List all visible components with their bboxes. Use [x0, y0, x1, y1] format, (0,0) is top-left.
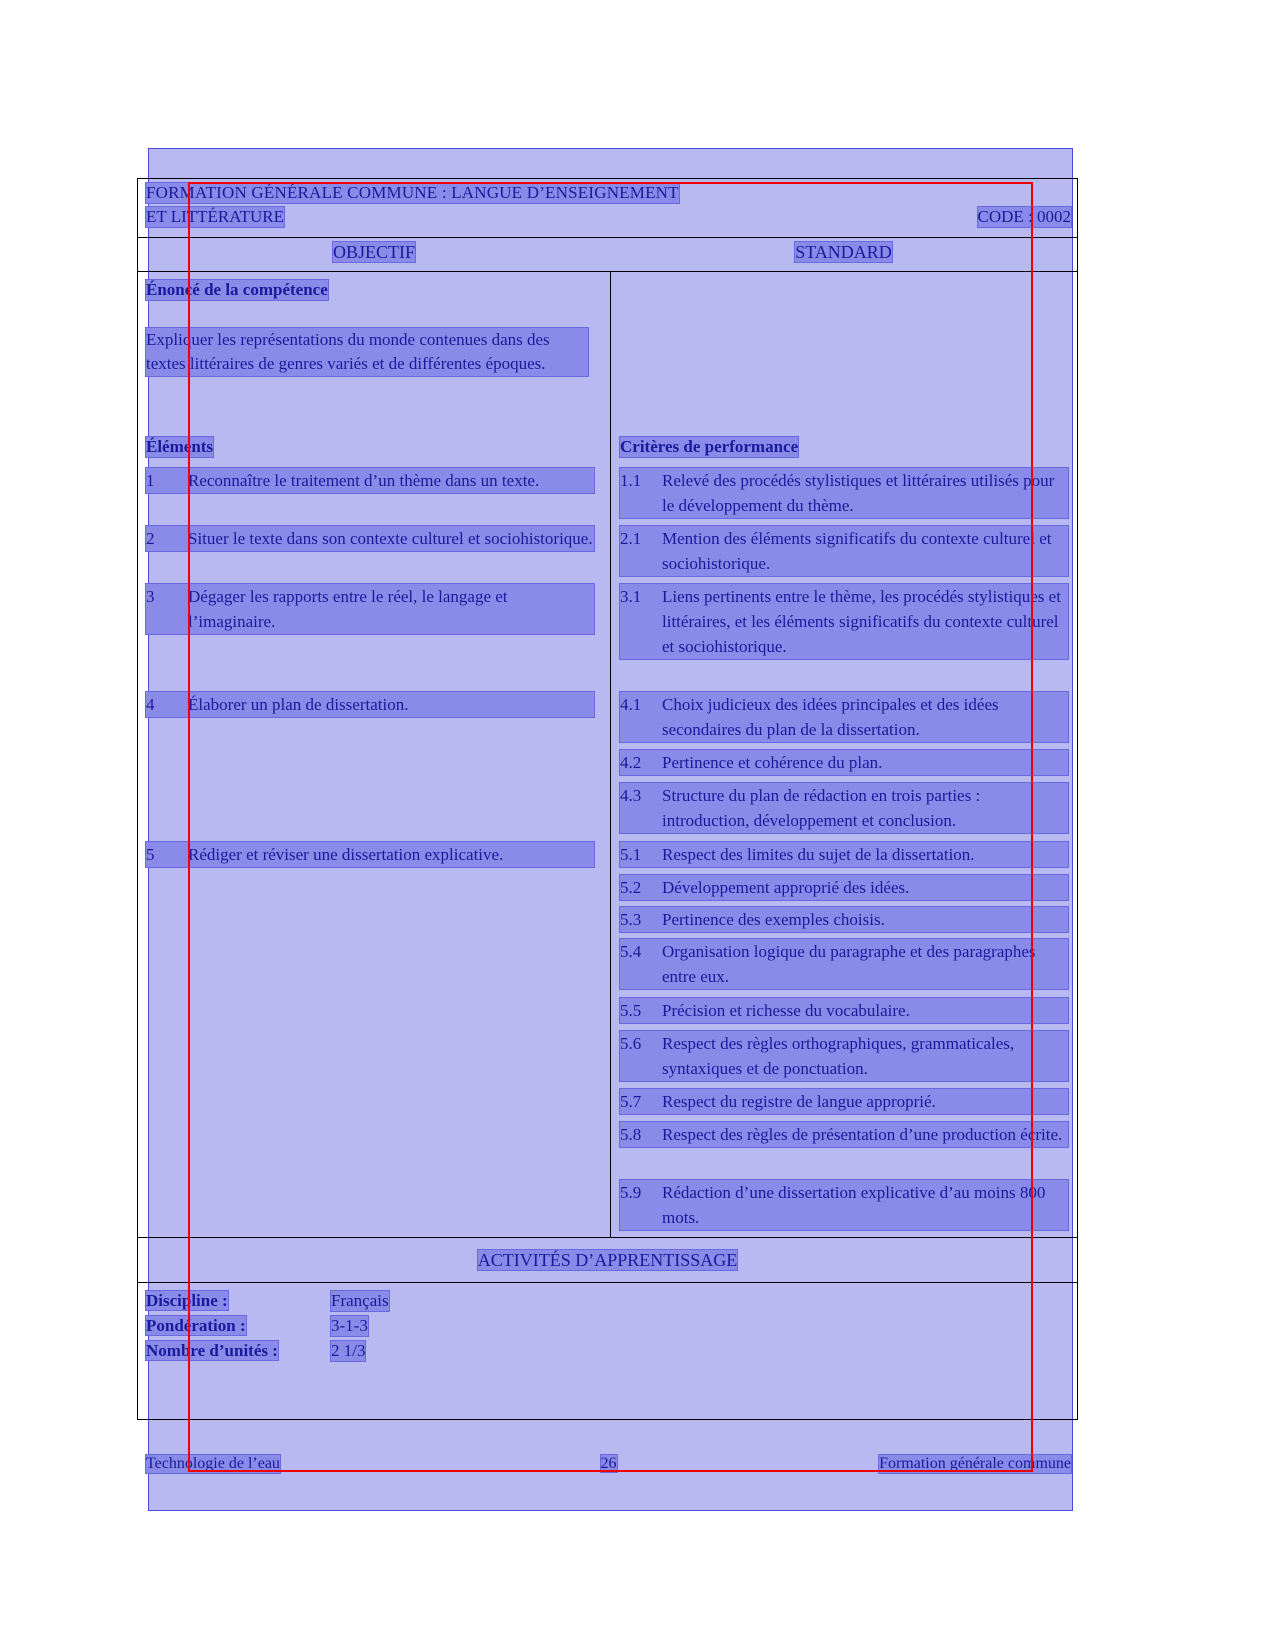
- element-item: [146, 526, 594, 551]
- element-item: [146, 584, 594, 634]
- course-details: [138, 1283, 1077, 1420]
- element-number: 4: [146, 695, 155, 714]
- critere-number: 5.1: [620, 845, 642, 864]
- critere-text: Développement approprié des idées.: [662, 878, 910, 897]
- critere-item: [620, 1180, 1068, 1230]
- critere-number: 2.1: [620, 529, 642, 548]
- element-text: Élaborer un plan de dissertation.: [188, 695, 409, 714]
- critere-item: [620, 1122, 1068, 1147]
- detail-row-ponderation: [146, 1316, 368, 1336]
- critere-number: 5.7: [620, 1092, 642, 1111]
- critere-item: [620, 1031, 1068, 1081]
- element-text: Situer le texte dans son contexte culturel et sociohistorique.: [188, 529, 593, 548]
- page-footer: [146, 1455, 1071, 1477]
- critere-text: Rédaction d’une dissertation explicative d’au moins 800 mots.: [662, 1183, 1046, 1227]
- element-text: Dégager les rapports entre le réel, le langage et l’imaginaire.: [188, 587, 508, 631]
- critere-number: 5.2: [620, 878, 642, 897]
- activities-title: ACTIVITÉS D’APPRENTISSAGE: [477, 1250, 738, 1270]
- element-text: Rédiger et réviser une dissertation explicative.: [188, 845, 504, 864]
- critere-text: Organisation logique du paragraphe et des paragraphes entre eux.: [662, 942, 1036, 986]
- detail-value: 3-1-3: [331, 1316, 368, 1335]
- critere-text: Pertinence et cohérence du plan.: [662, 753, 883, 772]
- critere-item: [620, 842, 1068, 867]
- critere-number: 4.2: [620, 753, 642, 772]
- detail-value: Français: [331, 1291, 389, 1310]
- elements-label: Éléments: [146, 437, 214, 456]
- critere-number: 3.1: [620, 587, 642, 606]
- critere-number: 4.1: [620, 695, 642, 714]
- table-body: [138, 272, 1077, 1238]
- critere-item: [620, 584, 1068, 659]
- critere-item: [620, 907, 1068, 932]
- critere-text: Respect des règles orthographiques, grammaticales, syntaxiques et de ponctuation.: [662, 1034, 1015, 1078]
- critere-text: Structure du plan de rédaction en trois parties : introduction, développement et conclusion.: [662, 786, 981, 830]
- competence-label: Énoncé de la compétence: [146, 280, 328, 299]
- critere-number: 5.5: [620, 1001, 642, 1020]
- critere-text: Pertinence des exemples choisis.: [662, 910, 885, 929]
- critere-number: 5.6: [620, 1034, 642, 1053]
- column-header-row: [138, 238, 1077, 272]
- critere-text: Relevé des procédés stylistiques et littéraires utilisés pour le développement du thème.: [662, 471, 1055, 515]
- detail-label: Pondération :: [146, 1316, 246, 1335]
- header-title-line-2: ET LITTÉRATURE: [146, 207, 285, 226]
- critere-number: 5.8: [620, 1125, 642, 1144]
- detail-label: Nombre d’unités :: [146, 1341, 278, 1360]
- critere-text: Respect du registre de langue approprié.: [662, 1092, 936, 1111]
- critere-item: [620, 1089, 1068, 1114]
- critere-item: [620, 526, 1068, 576]
- footer-page-number: 26: [600, 1455, 617, 1472]
- critere-text: Liens pertinents entre le thème, les procédés stylistiques et littéraires, et les éléments significatifs du contexte culturel et sociohistorique.: [662, 587, 1061, 656]
- critere-item: [620, 750, 1068, 775]
- criteres-label: Critères de performance: [620, 437, 799, 456]
- detail-row-discipline: [146, 1291, 389, 1311]
- critere-number: 4.3: [620, 786, 642, 805]
- activities-band: [138, 1238, 1077, 1283]
- footer-left-text: Technologie de l’eau: [146, 1455, 280, 1472]
- element-number: 2: [146, 529, 155, 548]
- element-item: [146, 468, 594, 493]
- critere-item: [620, 468, 1068, 518]
- critere-item: [620, 939, 1068, 989]
- column-header-objectif: OBJECTIF: [332, 242, 415, 262]
- element-item: [146, 692, 594, 717]
- document-header: [138, 180, 1077, 238]
- critere-text: Mention des éléments significatifs du contexte culturel et sociohistorique.: [662, 529, 1052, 573]
- critere-number: 1.1: [620, 471, 642, 490]
- element-text: Reconnaître le traitement d’un thème dans un texte.: [188, 471, 540, 490]
- header-title-line-1: FORMATION GÉNÉRALE COMMUNE : LANGUE D’ENSEIGNEMENT: [146, 183, 679, 202]
- critere-text: Précision et richesse du vocabulaire.: [662, 1001, 910, 1020]
- critere-item: [620, 692, 1068, 742]
- element-item: [146, 842, 594, 867]
- critere-number: 5.3: [620, 910, 642, 929]
- element-number: 1: [146, 471, 155, 490]
- critere-number: 5.9: [620, 1183, 642, 1202]
- critere-text: Respect des règles de présentation d’une production écrite.: [662, 1125, 1063, 1144]
- footer-right-text: Formation générale commune: [879, 1455, 1071, 1472]
- detail-label: Discipline :: [146, 1291, 228, 1310]
- column-header-standard: STANDARD: [795, 242, 892, 262]
- critere-item: [620, 783, 1068, 833]
- element-number: 5: [146, 845, 155, 864]
- element-number: 3: [146, 587, 155, 606]
- competence-text: Expliquer les représentations du monde contenues dans des textes littéraires de genres variés et de différentes époques.: [146, 328, 588, 376]
- detail-value: 2 1/3: [331, 1341, 366, 1360]
- critere-text: Choix judicieux des idées principales et des idées secondaires du plan de la dissertation.: [662, 695, 999, 739]
- critere-text: Respect des limites du sujet de la dissertation.: [662, 845, 975, 864]
- critere-item: [620, 998, 1068, 1023]
- header-code: CODE : 0002: [977, 207, 1071, 226]
- critere-item: [620, 875, 1068, 900]
- critere-number: 5.4: [620, 942, 642, 961]
- detail-row-unites: [146, 1341, 366, 1361]
